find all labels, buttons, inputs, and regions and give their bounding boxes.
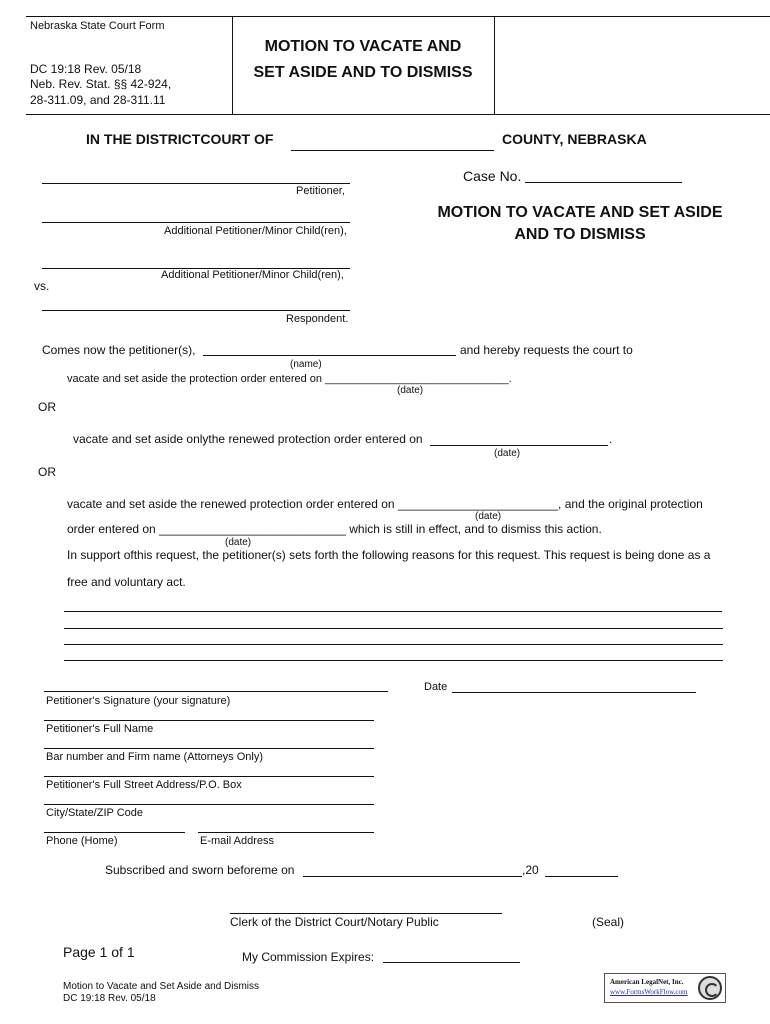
header-top-rule xyxy=(26,16,770,17)
bar-line[interactable] xyxy=(44,748,374,749)
full-name-label: Petitioner's Full Name xyxy=(46,723,154,735)
signature-line[interactable] xyxy=(44,691,388,692)
address-label: Petitioner's Full Street Address/P.O. Box xyxy=(46,779,242,791)
signature-label: Petitioner's Signature (your signature) xyxy=(46,695,231,707)
case-no-label: Case No. xyxy=(463,168,522,184)
additional-petitioner-2-input[interactable] xyxy=(42,254,350,269)
option-2-end: . xyxy=(609,432,613,446)
or-label-1: OR xyxy=(38,400,56,414)
logo-url[interactable]: www.FormsWorkFlow.com xyxy=(610,988,688,996)
statute-line-2: 28-311.09, and 28-311.11 xyxy=(30,93,166,107)
full-name-line[interactable] xyxy=(44,720,374,721)
option-3-line-1: vacate and set aside the renewed protection order entered on ________________________, and the original protection xyxy=(67,497,703,511)
court-suffix: COUNTY, NEBRASKA xyxy=(502,131,647,147)
signature-date-input[interactable] xyxy=(452,678,696,693)
phone-line[interactable] xyxy=(44,832,185,833)
support-text: In support ofthis request, the petitioner(s) sets forth the following reasons for this request. This request is being done as a xyxy=(67,548,711,562)
city-line[interactable] xyxy=(44,804,374,805)
year-input[interactable] xyxy=(545,862,618,877)
phone-label: Phone (Home) xyxy=(46,835,118,847)
footer-title: Motion to Vacate and Set Aside and Dismiss xyxy=(63,981,260,992)
respondent-label: Respondent. xyxy=(286,313,349,325)
free-act-text: free and voluntary act. xyxy=(67,575,186,589)
additional-petitioner-1-label: Additional Petitioner/Minor Child(ren), xyxy=(164,225,347,237)
commission-label: My Commission Expires: xyxy=(242,950,375,964)
motion-title-line-1: MOTION TO VACATE AND SET ASIDE xyxy=(437,204,723,221)
petitioner-name-input[interactable] xyxy=(203,341,456,356)
bar-label: Bar number and Firm name (Attorneys Only) xyxy=(46,751,264,763)
email-label: E-mail Address xyxy=(200,835,274,847)
commission-input[interactable] xyxy=(383,948,520,963)
requests-text: and hereby requests the court to xyxy=(460,343,633,357)
footer-code: DC 19:18 Rev. 05/18 xyxy=(63,993,156,1004)
additional-petitioner-2-label: Additional Petitioner/Minor Child(ren), xyxy=(161,269,344,281)
address-line[interactable] xyxy=(44,776,374,777)
petitioner-input[interactable] xyxy=(42,169,350,184)
option-1-date-caption: (date) xyxy=(397,385,424,396)
form-number: DC 19:18 Rev. 05/18 xyxy=(30,62,142,76)
additional-petitioner-1-input[interactable] xyxy=(42,208,350,223)
header-divider-right xyxy=(494,16,495,114)
comes-now-text: Comes now the petitioner(s), xyxy=(42,343,196,357)
reason-line-3[interactable] xyxy=(64,644,723,645)
header-bottom-rule xyxy=(26,114,770,115)
clerk-line[interactable] xyxy=(230,913,502,914)
option-2-date-caption: (date) xyxy=(494,448,521,459)
county-input[interactable] xyxy=(291,136,494,151)
option-2-text: vacate and set aside onlythe renewed protection order entered on xyxy=(73,432,423,446)
option-1-text: vacate and set aside the protection order entered on ______________________________. xyxy=(67,373,512,385)
statute-line-1: Neb. Rev. Stat. §§ 42-924, xyxy=(30,77,172,91)
sworn-date-input[interactable] xyxy=(303,862,522,877)
year-prefix: ,20 xyxy=(522,863,539,877)
court-prefix: IN THE DISTRICTCOURT OF xyxy=(86,131,274,147)
petitioner-label: Petitioner, xyxy=(296,185,345,197)
reason-line-2[interactable] xyxy=(64,628,723,629)
versus-label: vs. xyxy=(34,279,50,293)
reason-line-1[interactable] xyxy=(64,611,722,612)
seal-label: (Seal) xyxy=(592,915,625,929)
case-no-input[interactable] xyxy=(525,168,682,183)
respondent-input[interactable] xyxy=(42,296,350,311)
header-title-line-2: SET ASIDE AND TO DISMISS xyxy=(253,64,473,81)
motion-title-line-2: AND TO DISMISS xyxy=(514,226,646,243)
option-3-line-2: order entered on ____________________________ which is still in effect, and to dismiss this action. xyxy=(67,522,602,536)
reason-line-4[interactable] xyxy=(64,660,723,661)
legalnet-logo-icon xyxy=(698,976,722,1000)
city-label: City/State/ZIP Code xyxy=(46,807,144,819)
option-2-date-input[interactable] xyxy=(430,431,608,446)
email-line[interactable] xyxy=(198,832,374,833)
option-3-renewed-date-caption: (date) xyxy=(475,511,502,522)
clerk-label: Clerk of the District Court/Notary Public xyxy=(230,915,439,929)
option-3-original-date-caption: (date) xyxy=(225,537,252,548)
legalnet-logo xyxy=(604,973,726,1003)
form-source: Nebraska State Court Form xyxy=(30,20,165,32)
or-label-2: OR xyxy=(38,465,56,479)
header-title-line-1: MOTION TO VACATE AND xyxy=(264,38,462,55)
logo-name: American LegalNet, Inc. xyxy=(610,978,684,986)
page-number: Page 1 of 1 xyxy=(63,944,135,960)
date-label: Date xyxy=(424,681,448,693)
name-caption: (name) xyxy=(290,359,322,370)
subscribed-text: Subscribed and sworn beforeme on xyxy=(105,863,295,877)
